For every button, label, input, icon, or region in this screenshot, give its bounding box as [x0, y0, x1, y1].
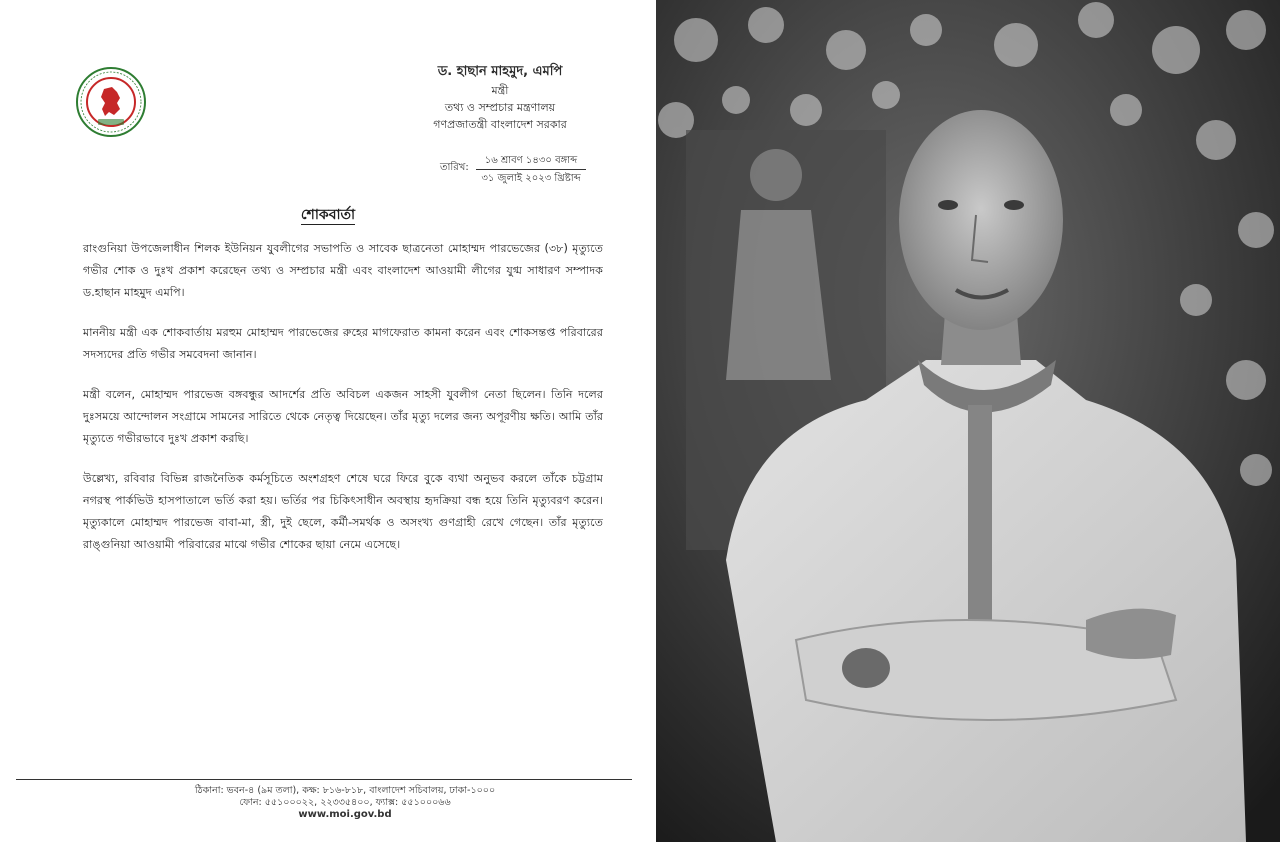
government-seal-icon: [76, 67, 146, 137]
footer-address: ঠিকানা: ভবন-৪ (৯ম তলা), কক্ষ: ৮১৬-৮১৮, বাংলাদেশ সচিবালয়, ঢাকা-১০০০: [194, 785, 496, 796]
paragraph-3: মন্ত্রী বলেন, মোহাম্মদ পারভেজ বঙ্গবন্ধুর আদর্শের প্রতি অবিচল একজন সাহসী যুবলীগ নেতা ছিলেন। তিনি দলের দুঃসময়ে আন্দোলন সংগ্রামে সামনের সারিতে থেকে নেতৃত্ব দিয়েছেন। তাঁর মৃত্যু দলের জন্য অপূরণীয় ক্ষতি। আমি তাঁর মৃত্যুতে গভীরভাবে দুঃখ প্রকাশ করছি।: [83, 388, 603, 445]
date-gregorian: ৩১ জুলাই ২০২৩ খ্রিষ্টাব্দ: [481, 173, 581, 184]
letter-footer: [180, 785, 510, 821]
paragraph-1: রাংগুনিয়া উপজেলাধীন শিলক ইউনিয়ন যুবলীগের সভাপতি ও সাবেক ছাত্রনেতা মোহাম্মদ পারভেজের (৩৮) মৃত্যুতে গভীর শোক ও দুঃখ প্রকাশ করেছেন তথ্য ও সম্প্রচার মন্ত্রী এবং বাংলাদেশ আওয়ামী লীগের যুগ্ম সাধারণ সম্পাদক ড.হাছান মাহমুদ এমপি।: [83, 242, 603, 299]
ministry-name: তথ্য ও সম্প্রচার মন্ত্রণালয়: [444, 101, 556, 114]
designation: মন্ত্রী: [491, 84, 509, 97]
portrait-image: [656, 0, 1280, 842]
portrait-photo: [656, 0, 1280, 842]
date-bengali: ১৬ শ্রাবণ ১৪৩০ বঙ্গাব্দ: [476, 153, 586, 170]
date-label: তারিখ:: [440, 162, 469, 173]
footer-website: www.moi.gov.bd: [298, 809, 392, 820]
footer-divider: [16, 779, 632, 780]
subject-heading: [0, 203, 656, 227]
paragraph-2: মাননীয় মন্ত্রী এক শোকবার্তায় মরহুম মোহাম্মদ পারভেজের রুহের মাগফেরাত কামনা করেন এবং শোকসন্তপ্ত পরিবারের সদস্যদের প্রতি গভীর সমবেদনা জানান।: [83, 326, 603, 361]
letter-body: [83, 238, 603, 574]
footer-phone: ফোন: ৫৫১০০০২২, ২২৩৩৫৪০০, ফ্যাক্স: ৫৫১০০০৬৬: [239, 797, 451, 808]
subject-text: শোকবার্তা: [300, 207, 356, 223]
paragraph-4: উল্লেখ্য, রবিবার বিভিন্ন রাজনৈতিক কর্মসূচিতে অংশগ্রহণ শেষে ঘরে ফিরে বুকে ব্যথা অনুভব করলে তাঁকে চট্টগ্রাম নগরস্থ পার্কভিউ হাসপাতালে ভর্তি করা হয়। ভর্তির পর চিকিৎসাধীন অবস্থায় হৃদক্রিয়া বন্ধ হয়ে তিনি মৃত্যুবরণ করেন। মৃত্যুকালে মোহাম্মদ পারভেজ বাবা-মা, স্ত্রী, দুই ছেলে, কর্মী-সমর্থক ও অসংখ্য গুণগ্রাহী রেখে গেছেন। তাঁর মৃত্যুতে রাঙ্গুনিয়া আওয়ামী পরিবারের মাঝে গভীর শোকের ছায়া নেমে এসেছে।: [83, 472, 603, 551]
letterhead: [380, 62, 620, 133]
minister-name: ড. হাছান মাহমুদ, এমপি: [437, 64, 563, 79]
government-name: গণপ্রজাতন্ত্রী বাংলাদেশ সরকার: [433, 118, 567, 131]
date-block: [476, 153, 586, 186]
